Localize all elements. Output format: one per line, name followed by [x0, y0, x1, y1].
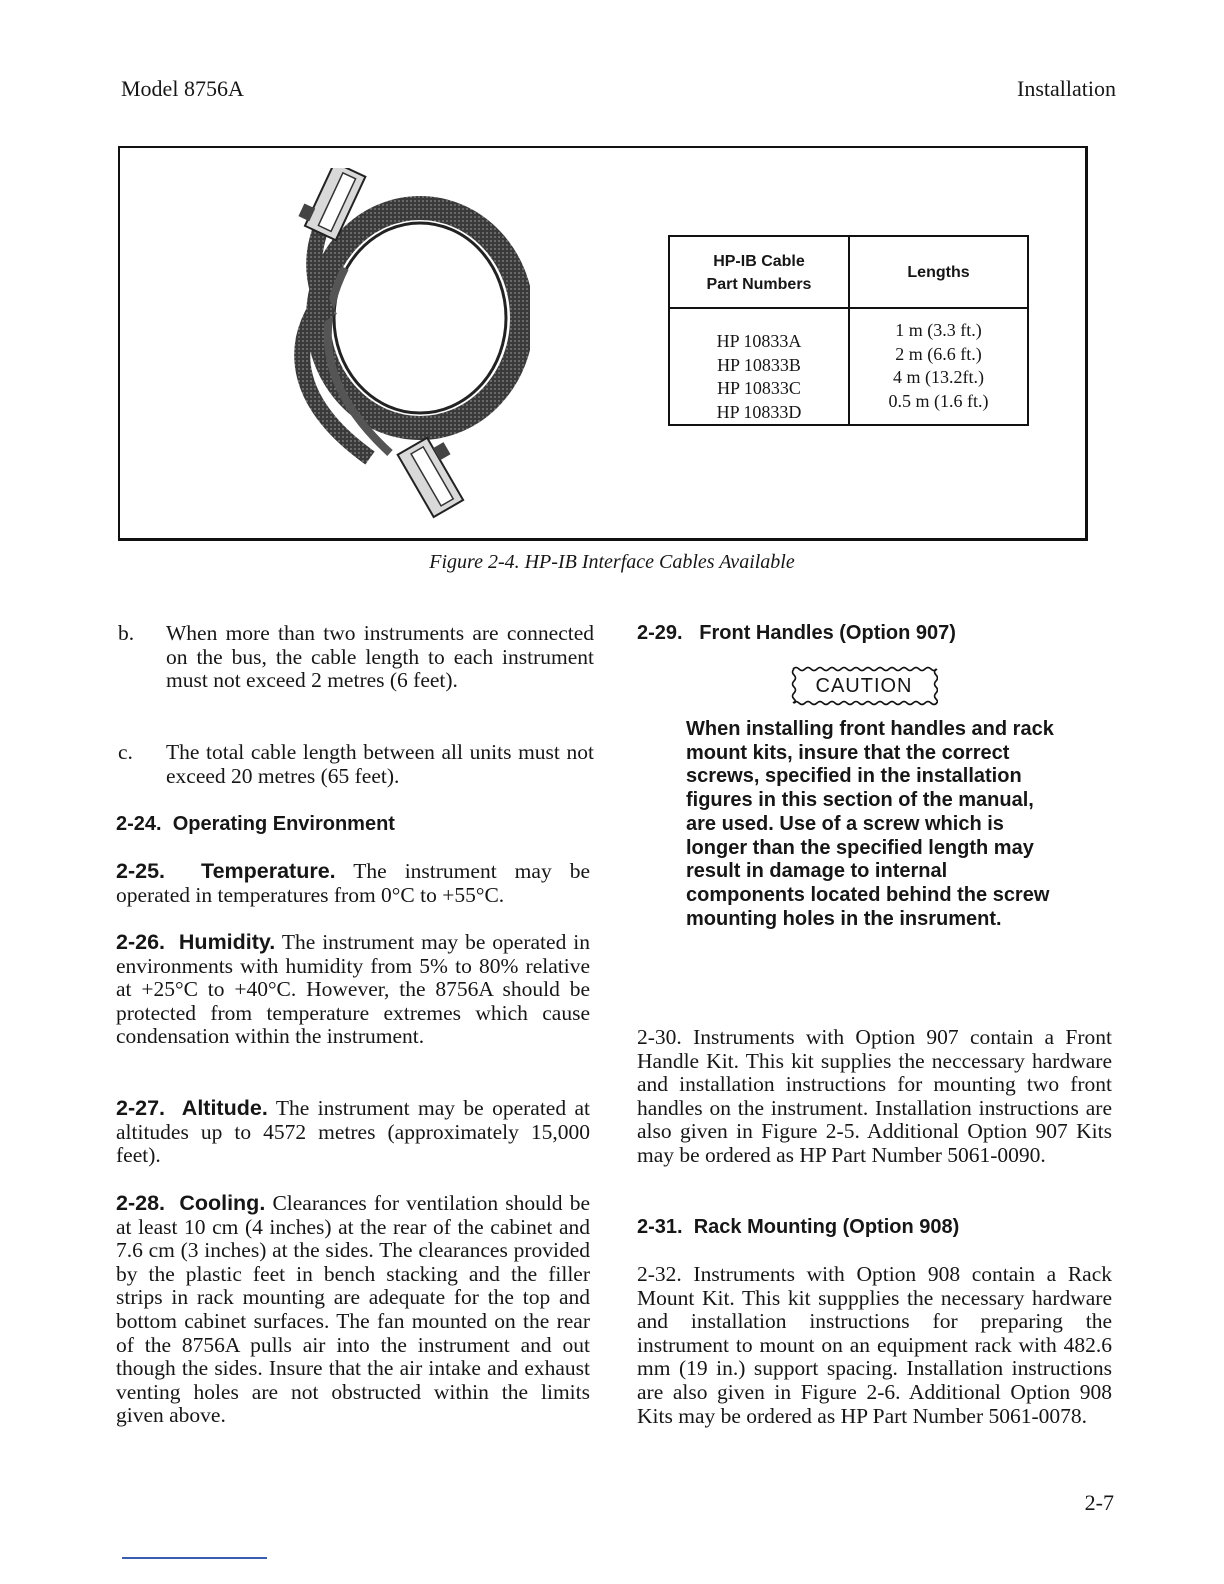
list-marker-b: b.	[118, 621, 135, 645]
cable-coil-outer	[318, 208, 522, 428]
paragraph-2-25: 2-25. Temperature. The instrument may be operated in temperatures from 0°C to +55°C.	[116, 859, 590, 907]
table-header-lengths: Lengths	[907, 264, 970, 281]
section-number: 2-25.	[116, 859, 166, 883]
paragraph-2-27: 2-27. Altitude. The instrument may be operated at altitudes up to 4572 metres (approximately 15,000 feet).	[116, 1096, 590, 1168]
table-cell-length: 1 m (3.3 ft.)	[895, 320, 982, 340]
table-cell-part: HP 10833A	[716, 331, 802, 351]
figure-caption: Figure 2-4. HP-IB Interface Cables Available	[429, 551, 795, 573]
section-title: Humidity.	[178, 930, 276, 954]
list-item-b: When more than two instruments are connected on the bus, the cable length to each instrument must not exceed 2 metres (6 feet).	[166, 621, 594, 693]
table-column-lengths	[850, 237, 1027, 424]
list-marker-c: c.	[118, 740, 133, 764]
section-heading-2-31: 2-31. Rack Mounting (Option 908)	[637, 1216, 960, 1238]
footer-rule	[122, 1557, 267, 1559]
hpib-cable-illustration	[270, 168, 530, 528]
page-number: 2-7	[1084, 1490, 1114, 1515]
table-cell-part: HP 10833B	[717, 354, 801, 375]
caution-text: When installing front handles and rack mount kits, insure that the correct screws, specified in the installation figures in this section of the manual, are used. Use of a screw which is longer than the specified length may result in damage to internal components located behind the screw mounting holes in the insrument.	[686, 718, 1054, 930]
caution-label: CAUTION	[815, 675, 913, 697]
table-cell-length: 0.5 m (1.6 ft.)	[888, 390, 989, 411]
bottom-connector	[398, 432, 474, 517]
paragraph-2-32: 2-32. Instruments with Option 908 contain a Rack Mount Kit. This kit suppplies the necessary hardware and installation instructions for preparing the instrument to mount on an equipment rack with 482.6 mm (19 in.) support spacing. Installation instructions are also given in Figure 2-6. Additional Option 908 Kits may be ordered as HP Part Number 5061-0078.	[637, 1262, 1112, 1428]
table-cell-part: HP 10833D	[716, 401, 802, 422]
running-header-section: Installation	[1017, 76, 1116, 101]
section-heading-2-29: 2-29. Front Handles (Option 907)	[637, 622, 956, 644]
cable-coil-inner-edge	[334, 223, 506, 413]
section-title: Temperature.	[201, 859, 336, 883]
cable-table	[668, 235, 1029, 426]
section-title: Cooling.	[179, 1191, 266, 1215]
table-header-part-numbers: HP-IB Cable Part Numbers	[706, 253, 812, 293]
section-number: 2-26.	[116, 930, 166, 954]
list-item-c: The total cable length between all units must not exceed 20 metres (65 feet).	[166, 740, 594, 788]
table-cell-length: 4 m (13.2ft.)	[893, 367, 984, 387]
caution-box	[790, 665, 938, 707]
paragraph-2-30: 2-30. Instruments with Option 907 contain a Front Handle Kit. This kit supplies the neccessary hardware and installation instructions for mounting two front handles on the instrument. Installation instructions are also given in Figure 2-5. Additional Option 907 Kits may be ordered as HP Part Number 5061-0090.	[637, 1025, 1112, 1167]
section-title: Altitude.	[181, 1096, 268, 1120]
table-cell-length: 2 m (6.6 ft.)	[895, 343, 982, 364]
section-number: 2-28.	[116, 1191, 166, 1215]
section-number: 2-27.	[116, 1096, 166, 1120]
paragraph-2-28: 2-28. Cooling. Clearances for ventilation should be at least 10 cm (4 inches) at the rear of the cabinet and 7.6 cm (3 inches) at the sides. The clearances provided by the plastic feet in bench stacking and the filler strips in rack mounting are adequate for the top and bottom cabinet surfaces. The fan mounted on the rear of the 8756A pulls air into the instrument and out though the sides. Insure that the air intake and exhaust venting holes are not obstructed within the limits given above.	[116, 1191, 591, 1428]
section-heading-2-24: 2-24. Operating Environment	[116, 813, 395, 835]
running-header-model: Model 8756A	[121, 76, 244, 101]
table-column-part-numbers	[670, 237, 848, 424]
table-cell-part: HP 10833C	[717, 378, 801, 398]
paragraph-2-26: 2-26. Humidity. The instrument may be operated in environments with humidity from 5% to 80% relative at +25°C to +40°C. However, the 8756A should be protected from temperature extremes which cause condensation within the instrument.	[116, 930, 590, 1049]
